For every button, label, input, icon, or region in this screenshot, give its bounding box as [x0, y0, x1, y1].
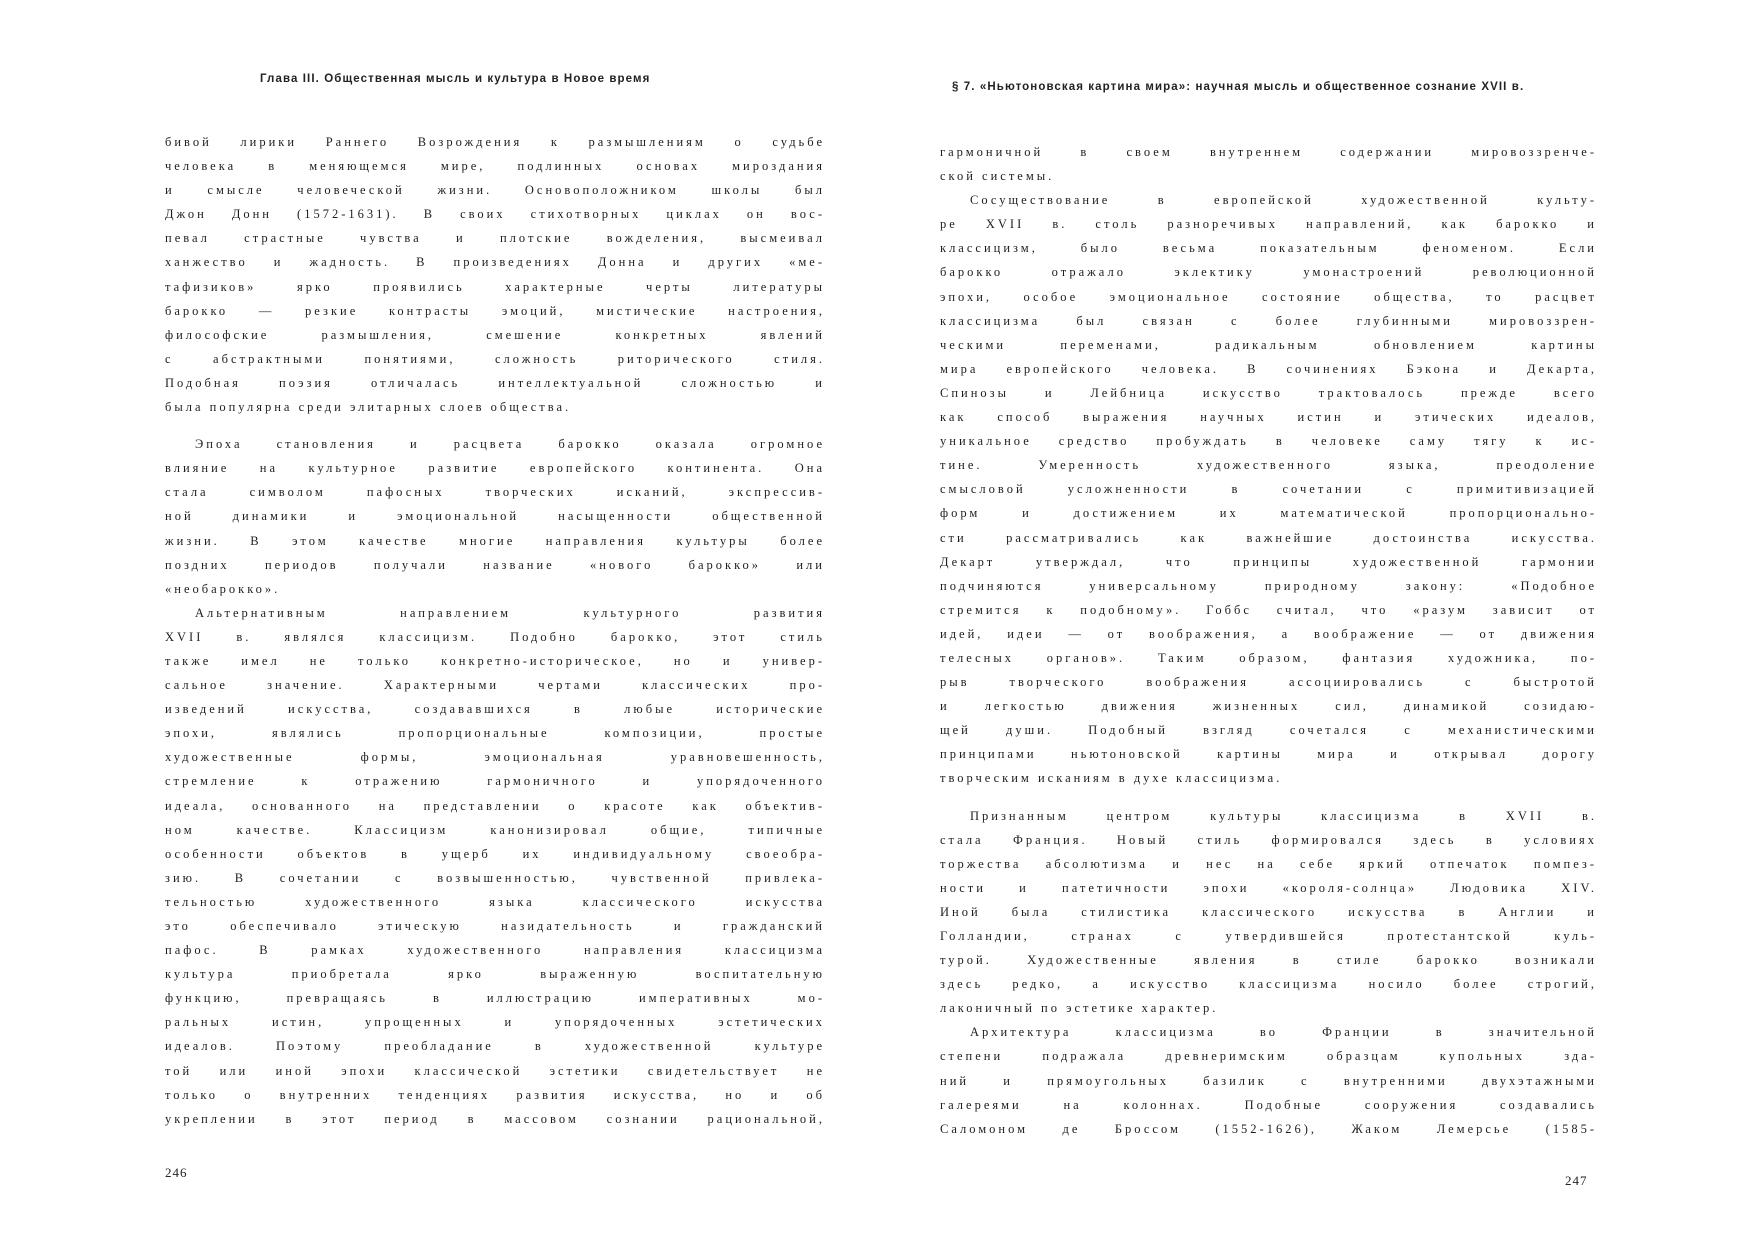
text-line: галереями на колоннах. Подобные сооружения создавались: [940, 1097, 1597, 1112]
text-line: Джон Донн (1572-1631). В своих стихотворных циклах он вос-: [165, 207, 825, 222]
text-line: тине. Умеренность художественного языка, преодоление: [940, 458, 1597, 473]
text-line: эпохи, являлись пропорциональные композиции, простые: [165, 726, 825, 741]
text-line: торжества абсолютизма и нес на себе яркий отпечаток помпез-: [940, 856, 1597, 871]
text-line: Декарт утверждал, что принципы художественной гармонии: [940, 554, 1597, 569]
text-line: ральных истин, упрощенных и упорядоченных эстетических: [165, 1015, 825, 1030]
text-line: идей, идеи — от воображения, а воображение — от движения: [940, 626, 1597, 641]
text-line: бивой лирики Раннего Возрождения к размышлениям о судьбе: [165, 135, 825, 149]
text-line: здесь редко, а искусство классицизма носило более строгий,: [940, 977, 1597, 992]
text-line: Голландии, странах с утвердившейся протестантской куль-: [940, 929, 1597, 943]
text-line: стала символом пафосных творческих исканий, экспрессив-: [165, 485, 825, 500]
text-line: ной динамики и эмоциональной насыщенности общественной: [165, 509, 825, 524]
text-line: ний и прямоугольных базилик с внутренними двухэтажными: [940, 1073, 1597, 1088]
text-line: степени подражала древнеримским образцам купольных зда-: [940, 1049, 1597, 1064]
page-number-left: 246: [165, 1165, 188, 1180]
text-line: только о внутренних тенденциях развития искусства, но и об: [165, 1087, 825, 1102]
text-line: и смысле человеческой жизни. Основоположником школы был: [165, 183, 825, 198]
text-line: человека в меняющемся мире, подлинных основах мироздания: [165, 159, 825, 174]
text-line: телесных органов». Таким образом, фантазия художника, по-: [940, 650, 1597, 665]
text-line: и легкостью движения жизненных сил, динамикой созидаю-: [940, 699, 1597, 714]
text-line: влияние на культурное развитие европейского континента. Она: [165, 461, 825, 476]
text-line: это обеспечивало этическую назидательность и гражданский: [165, 919, 825, 933]
text-line: ханжество и жадность. В произведениях Донна и других «ме-: [165, 255, 825, 270]
text-line: щей души. Подобный взгляд сочетался с механистическими: [940, 723, 1597, 738]
text-line: стала Франция. Новый стиль формировался здесь в условиях: [940, 832, 1597, 847]
text-line: турой. Художественные явления в стиле барокко возникали: [940, 953, 1597, 968]
text-line: идеалов. Поэтому преобладание в художественной культуре: [165, 1039, 825, 1054]
text-line: той или иной эпохи классической эстетики свидетельствует не: [165, 1063, 825, 1078]
text-line: функцию, превращаясь в иллюстрацию императивных мо-: [165, 991, 825, 1006]
paragraph-gap: [940, 791, 1597, 804]
text-line: сти рассматривались как важнейшие достоинства искусства.: [940, 530, 1597, 545]
text-line: тельностью художественного языка классического искусства: [165, 894, 825, 909]
text-line: тафизиков» ярко проявились характерные черты литературы: [165, 279, 825, 294]
text-line: уникальное средство пробуждать в человеке саму тягу к ис-: [940, 434, 1597, 449]
text-line: укреплении в этот период в массовом сознании рациональной,: [165, 1111, 825, 1126]
text-line: ре XVII в. столь разноречивых направлений, как барокко и: [940, 217, 1597, 232]
text-line: форм и достижением их математической пропорционально-: [940, 506, 1597, 521]
text-line: барокко отражало эклектику умонастроений революционной: [940, 265, 1597, 280]
running-head-right: § 7. «Ньютоновская картина мира»: научная мысль и общественное сознание XVII в.: [952, 81, 1525, 93]
page-number-right: 247: [1565, 1173, 1588, 1188]
text-line: с абстрактными понятиями, сложность риторического стиля.: [165, 351, 825, 366]
text-line: ческими переменами, радикальным обновлением картины: [940, 337, 1597, 352]
text-line: поздних периодов получали название «нового барокко» или: [165, 557, 825, 572]
text-column-left: [165, 130, 825, 1131]
text-line: ской системы.: [940, 169, 1055, 184]
text-line: лаконичный по эстетике характер.: [940, 1001, 1219, 1016]
text-line: творческим исканиям в духе классицизма.: [940, 771, 1283, 786]
text-column-right: [940, 140, 1597, 1141]
text-line: сальное значение. Характерными чертами классических про-: [165, 678, 825, 693]
text-line: культура приобретала ярко выраженную воспитательную: [165, 967, 825, 982]
text-line: философские размышления, смешение конкретных явлений: [165, 327, 825, 342]
text-line: идеала, основанного на представлении о красоте как объектив-: [165, 798, 825, 813]
text-line: подчиняются универсальному природному закону: «Подобное: [940, 578, 1597, 593]
text-line: особенности объектов в ущерб их индивидуальному своеобра-: [165, 846, 825, 861]
paragraph-gap: [165, 419, 825, 432]
text-line: жизни. В этом качестве многие направления культуры более: [165, 533, 825, 548]
text-line: певал страстные чувства и плотские вожделения, высмеивал: [165, 231, 825, 246]
text-line: Подобная поэзия отличалась интеллектуальной сложностью и: [165, 375, 825, 390]
text-line: эпохи, особое эмоциональное состояние общества, то расцвет: [940, 289, 1597, 304]
text-line: была популярна среди элитарных слоев общества.: [165, 400, 572, 415]
text-line: Сосуществование в европейской художественной культу-: [970, 193, 1597, 208]
text-line: смысловой усложненности в сочетании с примитивизацией: [940, 482, 1597, 497]
text-line: Эпоха становления и расцвета барокко оказала огромное: [195, 437, 825, 452]
text-line: XVII в. являлся классицизм. Подобно барокко, этот стиль: [165, 629, 825, 644]
running-head-left: Глава III. Общественная мысль и культура в Новое время: [260, 73, 651, 85]
text-line: Признанным центром культуры классицизма в XVII в.: [970, 808, 1597, 823]
text-line: принципами ньютоновской картины мира и открывал дорогу: [940, 747, 1597, 762]
text-line: ности и патетичности эпохи «короля-солнца» Людовика XIV.: [940, 880, 1597, 895]
text-line: как способ выражения научных истин и этических идеалов,: [940, 410, 1597, 425]
text-line: гармоничной в своем внутреннем содержании мировоззренче-: [940, 145, 1597, 159]
text-line: Спинозы и Лейбница искусство трактовалось прежде всего: [940, 385, 1597, 400]
text-line: пафос. В рамках художественного направления классицизма: [165, 943, 825, 958]
text-line: Архитектура классицизма во Франции в значительной: [970, 1025, 1597, 1040]
text-line: изведений искусства, создававшихся в любые исторические: [165, 702, 825, 717]
text-line: классицизма был связан с более глубинными мировоззрен-: [940, 313, 1597, 328]
text-line: также имел не только конкретно-историческое, но и универ-: [165, 653, 825, 668]
text-line: классицизм, было весьма показательным феноменом. Если: [940, 241, 1597, 256]
text-line: барокко — резкие контрасты эмоций, мистические настроения,: [165, 303, 825, 318]
right-page: [877, 0, 1754, 1239]
text-line: ном качестве. Классицизм канонизировал общие, типичные: [165, 822, 825, 837]
text-line: стремление к отражению гармоничного и упорядоченного: [165, 774, 825, 789]
text-line: Саломоном де Броссом (1552-1626), Жаком Лемерсье (1585-: [940, 1121, 1597, 1136]
text-line: мира европейского человека. В сочинениях Бэкона и Декарта,: [940, 361, 1597, 376]
text-line: стремится к подобному». Гоббс считал, что «разум зависит от: [940, 602, 1597, 617]
text-line: «необарокко».: [165, 581, 281, 596]
text-line: Иной была стилистика классического искусства в Англии и: [940, 904, 1597, 919]
text-line: художественные формы, эмоциональная уравновешенность,: [165, 750, 825, 765]
text-line: рыв творческого воображения ассоциировались с быстротой: [940, 675, 1597, 690]
text-line: Альтернативным направлением культурного развития: [195, 605, 825, 620]
text-line: зию. В сочетании с возвышенностью, чувственной привлека-: [165, 870, 825, 885]
